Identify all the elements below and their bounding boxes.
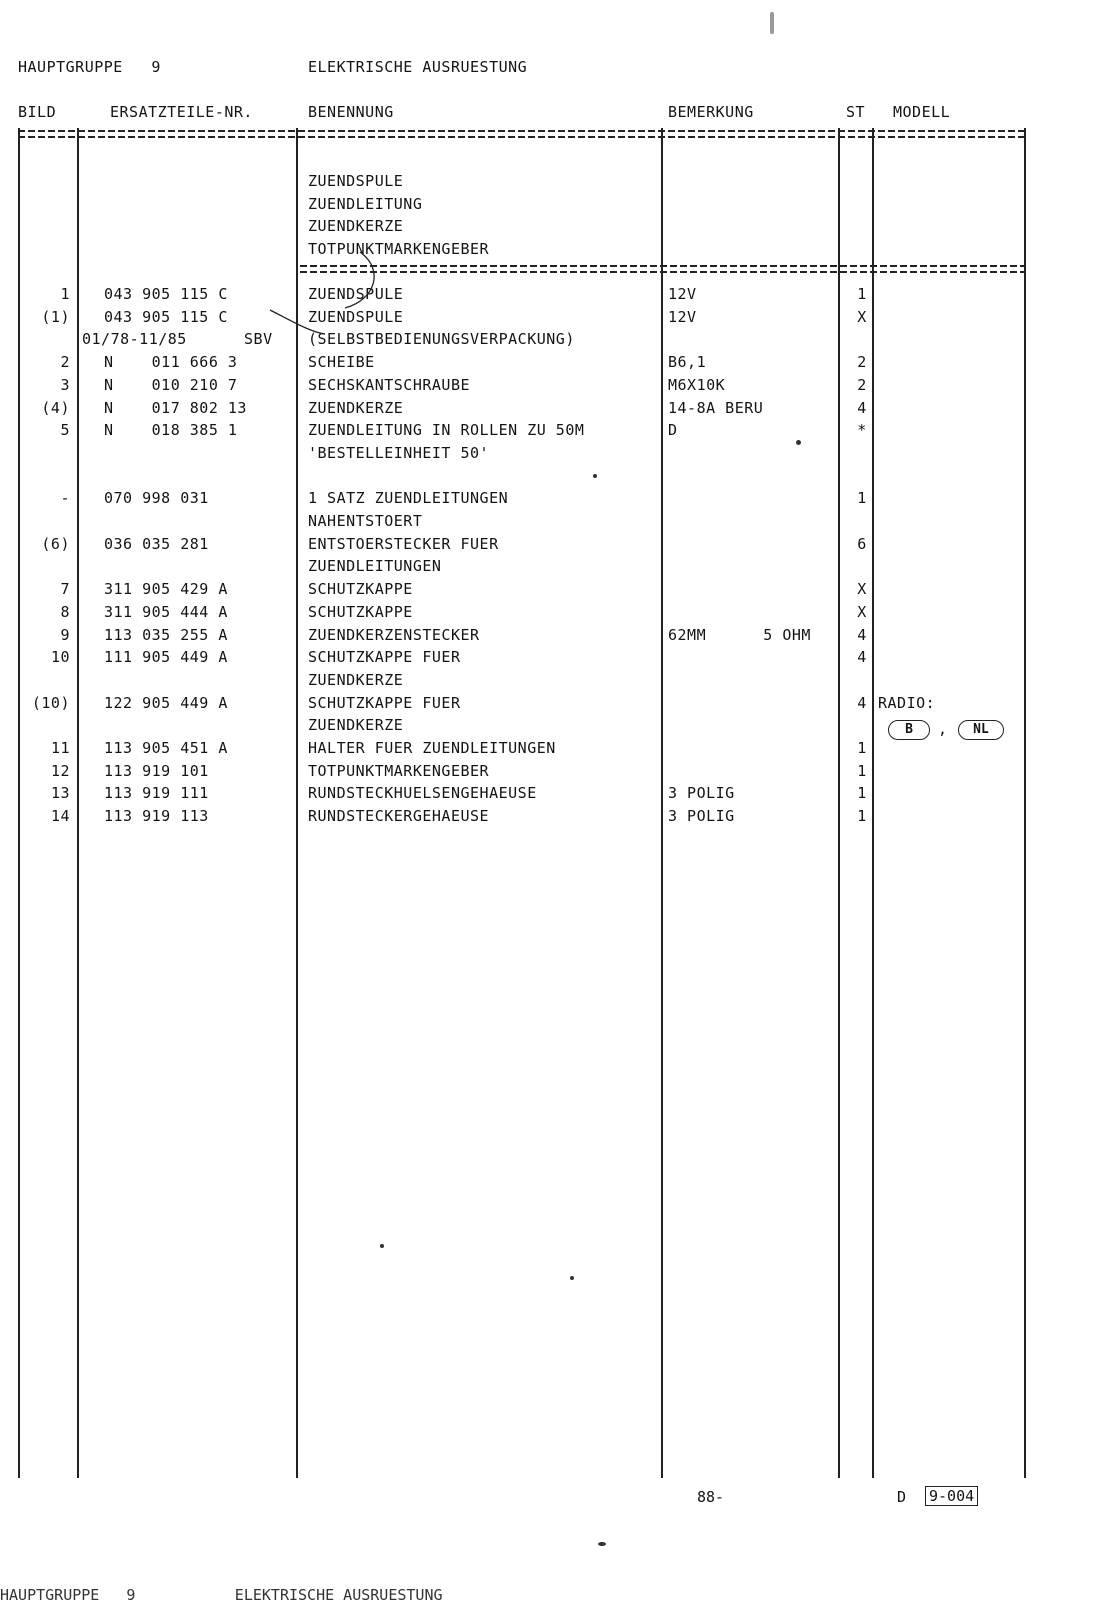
intro-line: ZUENDKERZE [308, 217, 404, 236]
col-modell: MODELL [893, 103, 951, 121]
benennung-cell: SCHUTZKAPPE [308, 602, 413, 621]
st-cell: 4 [857, 625, 867, 644]
part-number-cell: 036 035 281 [104, 534, 209, 553]
rule-left [18, 128, 20, 1478]
benennung-cell: ZUENDSPULE [308, 285, 404, 303]
bild-cell: 13 [50, 784, 70, 803]
rule-st [872, 128, 874, 1478]
benennung-cell: SCHEIBE [308, 353, 375, 372]
bemerkung-cell: 12V [668, 285, 697, 303]
benennung-cell: ZUENDKERZENSTECKER [308, 625, 480, 644]
rule-bemerkung [838, 128, 840, 1478]
col-part-number: ERSATZTEILE-NR. [110, 103, 253, 121]
st-cell: 4 [857, 648, 867, 667]
benennung-cell: RUNDSTECKERGEHAEUSE [308, 807, 490, 826]
next-page-header: HAUPTGRUPPE 9 ELEKTRISCHE AUSRUESTUNG [0, 1586, 443, 1604]
intro-line: ZUENDSPULE [308, 172, 404, 190]
benennung-cell: TOTPUNKTMARKENGEBER [308, 761, 490, 780]
bemerkung-cell: 3 POLIG [668, 784, 735, 803]
st-cell: 4 [857, 398, 867, 417]
part-number-cell: 01/78-11/85 SBV [82, 330, 273, 349]
col-bemerkung: BEMERKUNG [668, 103, 754, 121]
benennung-cell: SECHSKANTSCHRAUBE [308, 375, 471, 394]
benennung-cell: ZUENDLEITUNGEN [308, 557, 442, 576]
st-cell: 1 [857, 285, 867, 303]
bemerkung-cell: 3 POLIG [668, 807, 735, 826]
rule-bild [77, 128, 79, 1478]
benennung-cell: RUNDSTECKHUELSENGEHAEUSE [308, 784, 537, 803]
scan-speck [593, 474, 597, 478]
part-number-cell: 113 905 451 A [104, 739, 228, 757]
col-st: ST [846, 103, 866, 121]
part-number-cell: 111 905 449 A [104, 648, 228, 667]
page-number: 88- [697, 1488, 725, 1506]
benennung-cell: SCHUTZKAPPE FUER [308, 693, 461, 712]
benennung-cell: ZUENDKERZE [308, 398, 404, 417]
part-number-cell: N 018 385 1 [104, 421, 238, 440]
group-label: HAUPTGRUPPE 9 [18, 58, 161, 76]
st-cell: 1 [857, 739, 867, 757]
badge-nl: NL [958, 720, 1004, 740]
part-number-cell: N 017 802 13 [104, 398, 247, 417]
st-cell: X [857, 602, 867, 621]
modell-cell: RADIO: [878, 693, 936, 712]
rule-right [1024, 128, 1026, 1478]
bild-cell: (1) [41, 307, 70, 326]
badge-b: B [888, 720, 930, 740]
part-number-cell: 043 905 115 C [104, 307, 228, 326]
bild-cell: 2 [60, 353, 70, 372]
bemerkung-cell: 62MM 5 OHM [668, 625, 811, 644]
badge-separator: , [938, 720, 948, 738]
scan-speck [598, 1542, 606, 1546]
col-benennung: BENENNUNG [308, 103, 394, 121]
bild-cell: 14 [50, 807, 70, 826]
scan-speck [380, 1244, 384, 1248]
bemerkung-cell: B6,1 [668, 353, 707, 372]
col-bild: BILD [18, 103, 57, 121]
st-cell: 1 [857, 761, 867, 780]
part-number-cell: 113 919 111 [104, 784, 209, 803]
benennung-cell: NAHENTSTOERT [308, 512, 423, 530]
part-number-cell: N 011 666 3 [104, 353, 238, 372]
st-cell: X [857, 580, 867, 599]
part-number-cell: 113 919 101 [104, 761, 209, 780]
bild-cell: (10) [31, 693, 70, 712]
part-number-cell: 311 905 429 A [104, 580, 228, 599]
benennung-cell: (SELBSTBEDIENUNGSVERPACKUNG) [308, 330, 575, 349]
benennung-cell: 1 SATZ ZUENDLEITUNGEN [308, 489, 509, 508]
bild-cell: 5 [60, 421, 70, 440]
bild-cell: (6) [41, 534, 70, 553]
benennung-cell: HALTER FUER ZUENDLEITUNGEN [308, 739, 556, 757]
st-cell: X [857, 307, 867, 326]
benennung-cell: ZUENDKERZE [308, 716, 404, 735]
pencil-mark [250, 240, 400, 350]
benennung-cell: SCHUTZKAPPE FUER [308, 648, 461, 667]
header-rule [18, 130, 1026, 139]
scan-smudge [770, 12, 774, 34]
page-reference: 9-004 [925, 1486, 978, 1506]
st-cell: 2 [857, 375, 867, 394]
section-rule [300, 265, 1026, 274]
bild-cell: 7 [60, 580, 70, 599]
part-number-cell: 043 905 115 C [104, 285, 228, 303]
benennung-cell: ENTSTOERSTECKER FUER [308, 534, 499, 553]
part-number-cell: 122 905 449 A [104, 693, 228, 712]
bild-cell: 9 [60, 625, 70, 644]
benennung-cell: ZUENDKERZE [308, 670, 404, 689]
benennung-cell: ZUENDLEITUNG IN ROLLEN ZU 50M [308, 421, 585, 440]
bild-cell: (4) [41, 398, 70, 417]
benennung-cell: 'BESTELLEINHEIT 50' [308, 443, 490, 462]
st-cell: 4 [857, 693, 867, 712]
bemerkung-cell: 14-8A BERU [668, 398, 764, 417]
benennung-cell: SCHUTZKAPPE [308, 580, 413, 599]
page-title: ELEKTRISCHE AUSRUESTUNG [308, 58, 528, 76]
st-cell: 1 [857, 784, 867, 803]
st-cell: 1 [857, 807, 867, 826]
bemerkung-cell: D [668, 421, 678, 440]
part-number-cell: 113 919 113 [104, 807, 209, 826]
bild-cell: 1 [60, 285, 70, 303]
bemerkung-cell: 12V [668, 307, 697, 326]
bemerkung-cell: M6X10K [668, 375, 726, 394]
st-cell: 2 [857, 353, 867, 372]
bild-cell: 11 [50, 739, 70, 757]
st-cell: 6 [857, 534, 867, 553]
part-number-cell: 311 905 444 A [104, 602, 228, 621]
bild-cell: 10 [50, 648, 70, 667]
part-number-cell: 113 035 255 A [104, 625, 228, 644]
bild-cell: 3 [60, 375, 70, 394]
st-cell: * [857, 421, 867, 440]
benennung-cell: ZUENDSPULE [308, 307, 404, 326]
part-number-cell: 070 998 031 [104, 489, 209, 508]
intro-line: TOTPUNKTMARKENGEBER [308, 240, 490, 259]
bild-cell: - [60, 489, 70, 508]
part-number-cell: N 010 210 7 [104, 375, 238, 394]
scan-speck [570, 1276, 574, 1280]
st-cell: 1 [857, 489, 867, 508]
bild-cell: 12 [50, 761, 70, 780]
intro-line: ZUENDLEITUNG [308, 194, 423, 213]
scan-speck [796, 440, 801, 445]
bild-cell: 8 [60, 602, 70, 621]
rule-benennung [661, 128, 663, 1478]
region-code: D [897, 1488, 907, 1506]
